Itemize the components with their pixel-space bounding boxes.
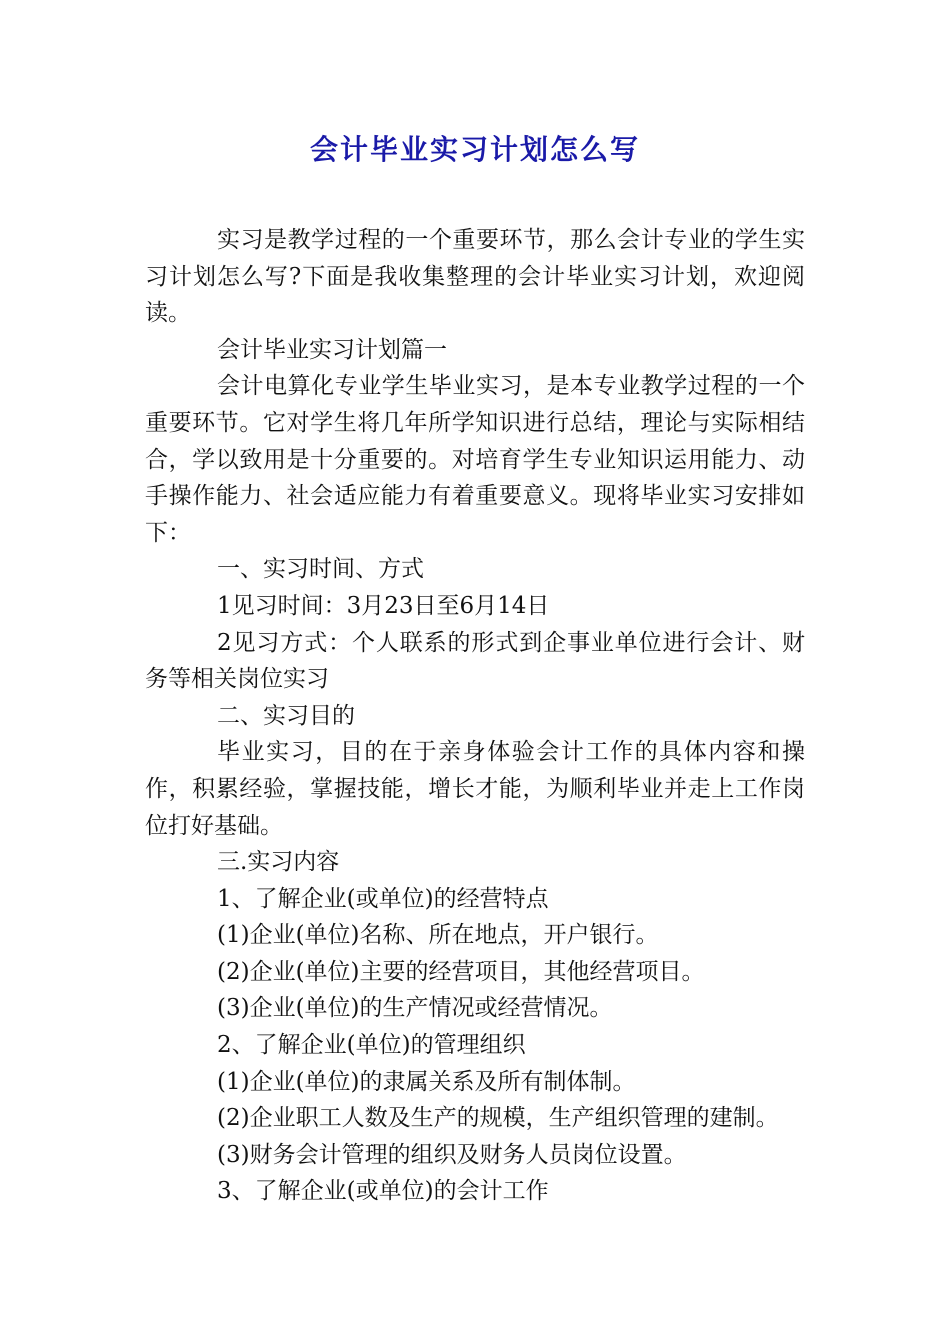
paragraph-heading-purpose: 二、实习目的 [217, 702, 355, 729]
paragraph-item-1-3: (3)企业(单位)的生产情况或经营情况。 [217, 995, 613, 1022]
paragraph-intro: 实习是教学过程的一个重要环节，那么会计专业的学生实习计划怎么写?下面是我收集整理的会计毕业实习计划，欢迎阅读。 [145, 227, 805, 327]
document-title: 会计毕业实习计划怎么写 [309, 133, 640, 166]
paragraph-purpose: 毕业实习，目的在于亲身体验会计工作的具体内容和操作，积累经验，掌握技能，增长才能，为顺利毕业并走上工作岗位打好基础。 [145, 739, 805, 839]
paragraph-item-1-1: (1)企业(单位)名称、所在地点，开户银行。 [217, 922, 659, 949]
paragraph-item-3: 3、了解企业(或单位)的会计工作 [217, 1178, 549, 1205]
paragraph-heading-content: 三.实习内容 [217, 849, 340, 876]
paragraph-method: 2见习方式：个人联系的形式到企事业单位进行会计、财务等相关岗位实习 [145, 629, 805, 693]
paragraph-item-2: 2、了解企业(单位)的管理组织 [217, 1032, 526, 1059]
paragraph-overview: 会计电算化专业学生毕业实习，是本专业教学过程的一个重要环节。它对学生将几年所学知识进行总结，理论与实际相结合，学以致用是十分重要的。对培育学生专业知识运用能力、动手操作能力、社会适应能力有着重要意义。现将毕业实习安排如下： [145, 373, 805, 546]
paragraph-item-1-2: (2)企业(单位)主要的经营项目，其他经营项目。 [217, 958, 705, 985]
paragraph-item-2-2: (2)企业职工人数及生产的规模，生产组织管理的建制。 [217, 1105, 779, 1132]
document-body [145, 222, 805, 1210]
paragraph-heading-time: 一、实习时间、方式 [217, 556, 424, 583]
paragraph-section-heading: 会计毕业实习计划篇一 [217, 336, 447, 363]
paragraph-item-2-3: (3)财务会计管理的组织及财务人员岗位设置。 [217, 1141, 687, 1168]
paragraph-item-2-1: (1)企业(单位)的隶属关系及所有制体制。 [217, 1068, 636, 1095]
paragraph-item-1: 1、了解企业(或单位)的经营特点 [217, 885, 549, 912]
paragraph-time: 1见习时间：3月23日至6月14日 [217, 592, 550, 619]
